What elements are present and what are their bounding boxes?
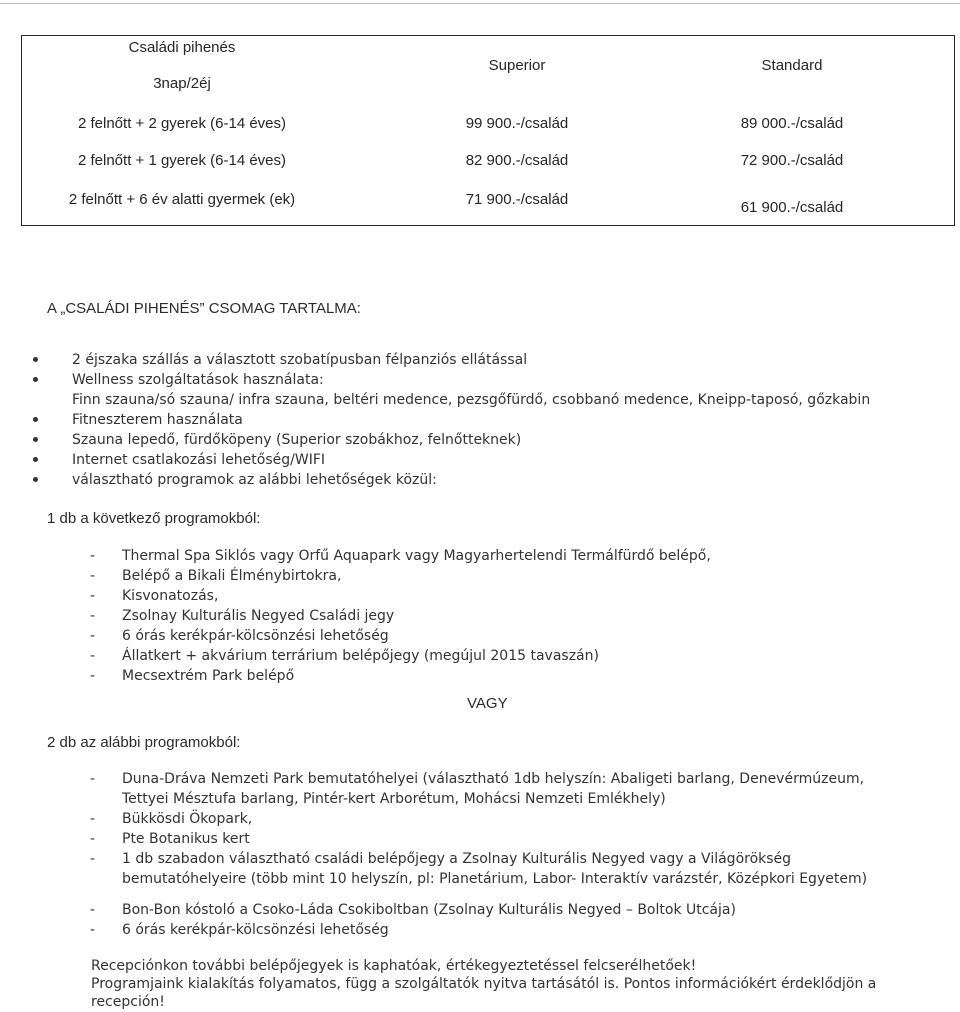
list-item-continuation xyxy=(0,869,867,889)
list-item-text: Thermal Spa Siklós vagy Orfű Aquapark vagy Magyarhertelendi Termálfürdő belépő, xyxy=(122,548,711,564)
group1-list xyxy=(0,546,711,686)
list-item-text: választható programok az alábbi lehetőségek közül: xyxy=(72,472,437,488)
bullet-icon xyxy=(33,377,38,382)
list-item-text: Duna-Dráva Nemzeti Park bemutatóhelyei (választható 1db helyszín: Abaligeti barlang, Denevérmúzeum, xyxy=(122,771,865,787)
list-item-text: Állatkert + akvárium terrárium belépőjegy (megújul 2015 tavaszán) xyxy=(122,648,599,664)
group1-title: 1 db a következő programokból: xyxy=(47,510,261,527)
list-item xyxy=(0,769,867,789)
list-item xyxy=(0,370,870,390)
list-item xyxy=(0,430,870,450)
list-item xyxy=(0,350,870,370)
dash-marker: - xyxy=(90,588,96,604)
column-header-superior: Superior xyxy=(488,57,546,74)
row-label: 2 felnőtt + 2 gyerek (6-14 éves) xyxy=(77,115,287,132)
list-item xyxy=(0,646,711,666)
note-line: Programjaink kialakítás folyamatos, függ a szolgáltatók nyitva tartásától is. Pontos információkért érdeklődjön a xyxy=(91,976,877,992)
list-item xyxy=(0,920,736,940)
or-separator: VAGY xyxy=(467,695,508,712)
list-item-text: Mecsextrém Park belépő xyxy=(122,668,295,684)
table-title-line2: 3nap/2éj xyxy=(153,75,211,92)
list-item-text: Tettyei Mésztufa barlang, Pintér-kert Arborétum, Mohácsi Nemzeti Emlékhely) xyxy=(122,791,666,807)
note-line: Recepciónkon további belépőjegyek is kaphatóak, értékegyeztetéssel felcserélhetőek! xyxy=(91,958,697,974)
standard-price: 89 000.-/család xyxy=(740,115,844,132)
group2-list xyxy=(0,769,867,889)
list-item-text: Szauna lepedő, fürdőköpeny (Superior szobákhoz, felnőtteknek) xyxy=(72,432,522,448)
standard-price: 72 900.-/család xyxy=(740,152,844,169)
bullet-icon xyxy=(33,357,38,362)
list-item-text: Pte Botanikus kert xyxy=(122,831,250,847)
dash-marker: - xyxy=(90,648,96,664)
dash-marker: - xyxy=(90,548,96,564)
list-item xyxy=(0,666,711,686)
package-heading: A „CSALÁDI PIHENÉS” CSOMAG TARTALMA: xyxy=(47,300,361,317)
list-item-continuation xyxy=(0,789,867,809)
list-item xyxy=(0,450,870,470)
list-item xyxy=(0,829,867,849)
dash-marker: - xyxy=(90,608,96,624)
list-item-text: Bükkösdi Ökopark, xyxy=(122,811,253,827)
list-item-text: 6 órás kerékpár-kölcsönzési lehetőség xyxy=(122,922,389,938)
superior-price: 82 900.-/család xyxy=(465,152,569,169)
list-item-text: 1 db szabadon választható családi belépőjegy a Zsolnay Kulturális Negyed vagy a Világörökség xyxy=(122,851,792,867)
note-line: recepción! xyxy=(91,994,165,1010)
wellness-detail xyxy=(0,390,870,410)
list-item-text: Wellness szolgáltatások használata: xyxy=(72,372,324,388)
list-item-text: Fitneszterem használata xyxy=(72,412,243,428)
superior-price: 71 900.-/család xyxy=(465,191,569,208)
list-item-text: Zsolnay Kulturális Negyed Családi jegy xyxy=(122,608,395,624)
dash-marker: - xyxy=(90,902,96,918)
bullet-icon xyxy=(33,457,38,462)
superior-price: 99 900.-/család xyxy=(465,115,569,132)
row-label: 2 felnőtt + 6 év alatti gyermek (ek) xyxy=(68,191,296,208)
column-header-standard: Standard xyxy=(761,57,823,74)
bullet-icon xyxy=(33,417,38,422)
dash-marker: - xyxy=(90,831,96,847)
list-item-text: 6 órás kerékpár-kölcsönzési lehetőség xyxy=(122,628,389,644)
list-item xyxy=(0,566,711,586)
dash-marker: - xyxy=(90,628,96,644)
dash-marker: - xyxy=(90,922,96,938)
price-table xyxy=(21,35,955,226)
list-item xyxy=(0,849,867,869)
dash-marker: - xyxy=(90,668,96,684)
top-divider xyxy=(0,3,960,4)
list-item xyxy=(0,606,711,626)
wellness-detail-text: Finn szauna/só szauna/ infra szauna, beltéri medence, pezsgőfürdő, csobbanó medence, Kneipp-taposó, gőzkabin xyxy=(72,392,871,408)
list-item xyxy=(0,546,711,566)
list-item-text: 2 éjszaka szállás a választott szobatípusban félpanziós ellátással xyxy=(72,352,528,368)
dash-marker: - xyxy=(90,568,96,584)
list-item xyxy=(0,470,870,490)
package-items-list xyxy=(0,350,870,490)
group2-title: 2 db az alábbi programokból: xyxy=(47,734,241,751)
dash-marker: - xyxy=(90,771,96,787)
list-item xyxy=(0,586,711,606)
standard-price: 61 900.-/család xyxy=(740,199,844,216)
list-item xyxy=(0,809,867,829)
bullet-icon xyxy=(33,477,38,482)
list-item-text: Bon-Bon kóstoló a Csoko-Láda Csokiboltban (Zsolnay Kulturális Negyed – Boltok Utcája) xyxy=(122,902,736,918)
dash-marker: - xyxy=(90,851,96,867)
list-item-text: Internet csatlakozási lehetőség/WIFI xyxy=(72,452,326,468)
table-title-line1: Családi pihenés xyxy=(128,39,236,56)
row-label: 2 felnőtt + 1 gyerek (6-14 éves) xyxy=(77,152,287,169)
list-item xyxy=(0,900,736,920)
group2-list-extra xyxy=(0,900,736,940)
list-item xyxy=(0,626,711,646)
list-item-text: Belépő a Bikali Élménybirtokra, xyxy=(122,568,342,584)
bullet-icon xyxy=(33,437,38,442)
list-item xyxy=(0,410,870,430)
list-item-text: bemutatóhelyeire (több mint 10 helyszín, pl: Planetárium, Labor- Interaktív varázstér, Középkori Egyetem) xyxy=(122,871,868,887)
list-item-text: Kisvonatozás, xyxy=(122,588,219,604)
dash-marker: - xyxy=(90,811,96,827)
